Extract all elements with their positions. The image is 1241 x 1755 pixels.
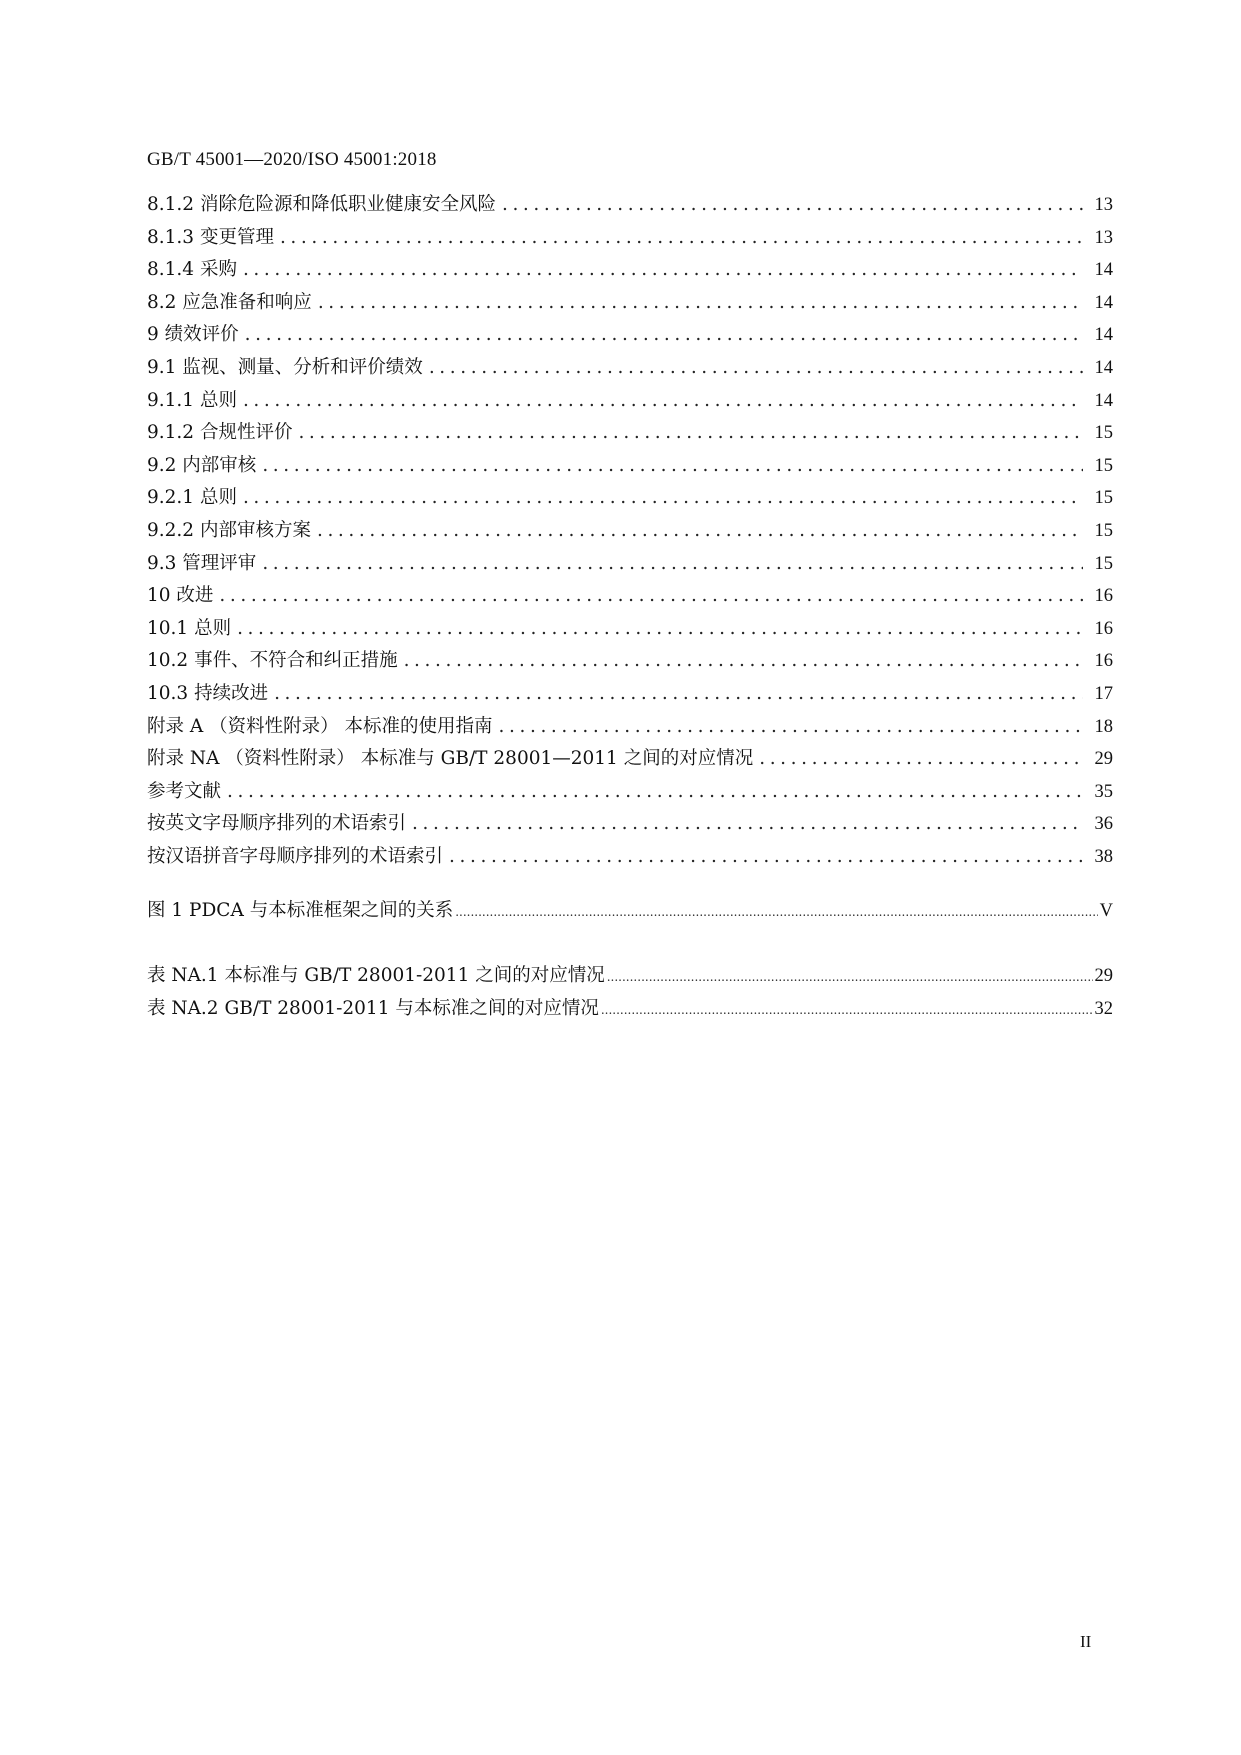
dot-leader	[243, 487, 1083, 508]
table-entry[interactable]	[147, 994, 1113, 1027]
toc-entry-title: 10 改进	[147, 585, 214, 607]
toc-entry-title: 9.1.2 合规性评价	[147, 422, 293, 444]
toc-entry-title: 10.2 事件、不符合和纠正措施	[147, 650, 398, 672]
dot-leader	[243, 259, 1083, 280]
toc-entry-title: 8.2 应急准备和响应	[147, 291, 312, 313]
list-of-figures	[147, 896, 1113, 929]
table-entry-page: 32	[1094, 998, 1113, 1019]
toc-entry[interactable]	[147, 842, 1113, 875]
toc-entry-page: 13	[1094, 195, 1113, 215]
toc-entry-page: 35	[1094, 781, 1113, 802]
toc-entry-page: 14	[1094, 292, 1113, 313]
figure-entry[interactable]	[147, 896, 1113, 929]
toc-entry[interactable]	[147, 288, 1113, 321]
toc-entry-page: 15	[1094, 455, 1113, 476]
dot-leader	[317, 520, 1083, 541]
document-header: GB/T 45001—2020/ISO 45001:2018	[147, 149, 437, 170]
toc-entry-page: 17	[1094, 683, 1113, 704]
toc-entry-page: 15	[1094, 520, 1113, 541]
toc-entry-page: 15	[1094, 553, 1113, 574]
toc-entry[interactable]	[147, 744, 1113, 777]
dot-leader	[243, 390, 1083, 411]
dot-leader	[502, 194, 1083, 215]
toc-entry[interactable]	[147, 777, 1113, 810]
toc-entry[interactable]	[147, 646, 1113, 679]
dot-leader	[449, 846, 1083, 867]
dot-leader	[245, 324, 1083, 345]
toc-entry[interactable]	[147, 353, 1113, 386]
table-entry-page: 29	[1094, 966, 1113, 986]
toc-entry-page: 14	[1094, 357, 1113, 378]
dot-leader	[759, 748, 1083, 769]
dot-leader	[499, 716, 1083, 737]
toc-entry-title: 附录 NA （资料性附录） 本标准与 GB/T 28001—2011 之间的对应情况	[147, 748, 754, 770]
dot-leader	[601, 1003, 1093, 1017]
dot-leader	[237, 618, 1083, 639]
toc-entry[interactable]	[147, 320, 1113, 353]
dot-leader	[219, 585, 1083, 606]
figure-entry-title: 图 1 PDCA 与本标准框架之间的关系	[147, 900, 454, 921]
figure-entry-page: V	[1099, 901, 1113, 921]
toc-entry-title: 9.1 监视、测量、分析和评价绩效	[147, 356, 423, 378]
toc-entry-title: 按英文字母顺序排列的术语索引	[147, 813, 407, 835]
toc-entry-page: 29	[1094, 749, 1113, 770]
toc-entry-title: 10.1 总则	[147, 617, 232, 639]
toc-entry-page: 15	[1094, 488, 1113, 509]
toc-entry[interactable]	[147, 549, 1113, 582]
dot-leader	[262, 553, 1083, 574]
toc-entry-page: 14	[1094, 390, 1113, 411]
toc-entry-title: 9.2.1 总则	[147, 487, 237, 509]
page-number: II	[1080, 1632, 1092, 1651]
dot-leader	[227, 781, 1083, 802]
dot-leader	[455, 905, 1097, 919]
toc-entry-title: 9.1.1 总则	[147, 389, 237, 411]
toc-entry-title: 9.2.2 内部审核方案	[147, 519, 311, 541]
toc-entry-title: 10.3 持续改进	[147, 682, 269, 704]
toc-entry[interactable]	[147, 679, 1113, 712]
dot-leader	[412, 813, 1083, 834]
toc-entry[interactable]	[147, 418, 1113, 451]
toc-entry-page: 16	[1094, 586, 1113, 607]
toc-entry-page: 38	[1094, 846, 1113, 867]
toc-entry-page: 16	[1094, 651, 1113, 672]
toc-entry-page: 14	[1094, 260, 1113, 281]
table-entry-title: 表 NA.2 GB/T 28001-2011 与本标准之间的对应情况	[147, 997, 599, 1019]
toc-entry[interactable]	[147, 614, 1113, 647]
toc-entry-page: 16	[1094, 618, 1113, 639]
toc-entry-title: 9 绩效评价	[147, 324, 239, 346]
table-of-contents	[147, 190, 1113, 874]
dot-leader	[262, 455, 1083, 476]
table-entry-title: 表 NA.1 本标准与 GB/T 28001-2011 之间的对应情况	[147, 965, 605, 986]
toc-entry-page: 15	[1094, 423, 1113, 444]
toc-entry-page: 14	[1094, 325, 1113, 346]
list-of-tables	[147, 961, 1113, 1026]
toc-entry-title: 9.2 内部审核	[147, 454, 257, 476]
toc-entry-title: 8.1.2 消除危险源和降低职业健康安全风险	[147, 194, 496, 215]
toc-entry-title: 9.3 管理评审	[147, 552, 257, 574]
toc-entry-title: 按汉语拼音字母顺序排列的术语索引	[147, 845, 444, 867]
toc-entry[interactable]	[147, 451, 1113, 484]
toc-entry-title: 8.1.3 变更管理	[147, 226, 274, 248]
dot-leader	[298, 422, 1083, 443]
toc-entry-title: 附录 A （资料性附录） 本标准的使用指南	[147, 715, 493, 737]
dot-leader	[318, 292, 1083, 313]
toc-entry[interactable]	[147, 581, 1113, 614]
dot-leader	[274, 683, 1083, 704]
toc-entry[interactable]	[147, 386, 1113, 419]
toc-entry-title: 参考文献	[147, 780, 222, 802]
dot-leader	[607, 970, 1093, 984]
dot-leader	[280, 227, 1083, 248]
toc-entry[interactable]	[147, 809, 1113, 842]
toc-entry[interactable]	[147, 712, 1113, 745]
dot-leader	[404, 650, 1083, 671]
toc-entry-page: 36	[1094, 814, 1113, 835]
toc-entry[interactable]	[147, 483, 1113, 516]
toc-entry[interactable]	[147, 516, 1113, 549]
toc-entry[interactable]	[147, 190, 1113, 223]
toc-entry[interactable]	[147, 223, 1113, 256]
toc-entry-page: 18	[1094, 716, 1113, 737]
table-entry[interactable]	[147, 961, 1113, 994]
toc-entry[interactable]	[147, 255, 1113, 288]
toc-entry-title: 8.1.4 采购	[147, 259, 237, 281]
toc-entry-page: 13	[1094, 227, 1113, 248]
dot-leader	[429, 357, 1083, 378]
